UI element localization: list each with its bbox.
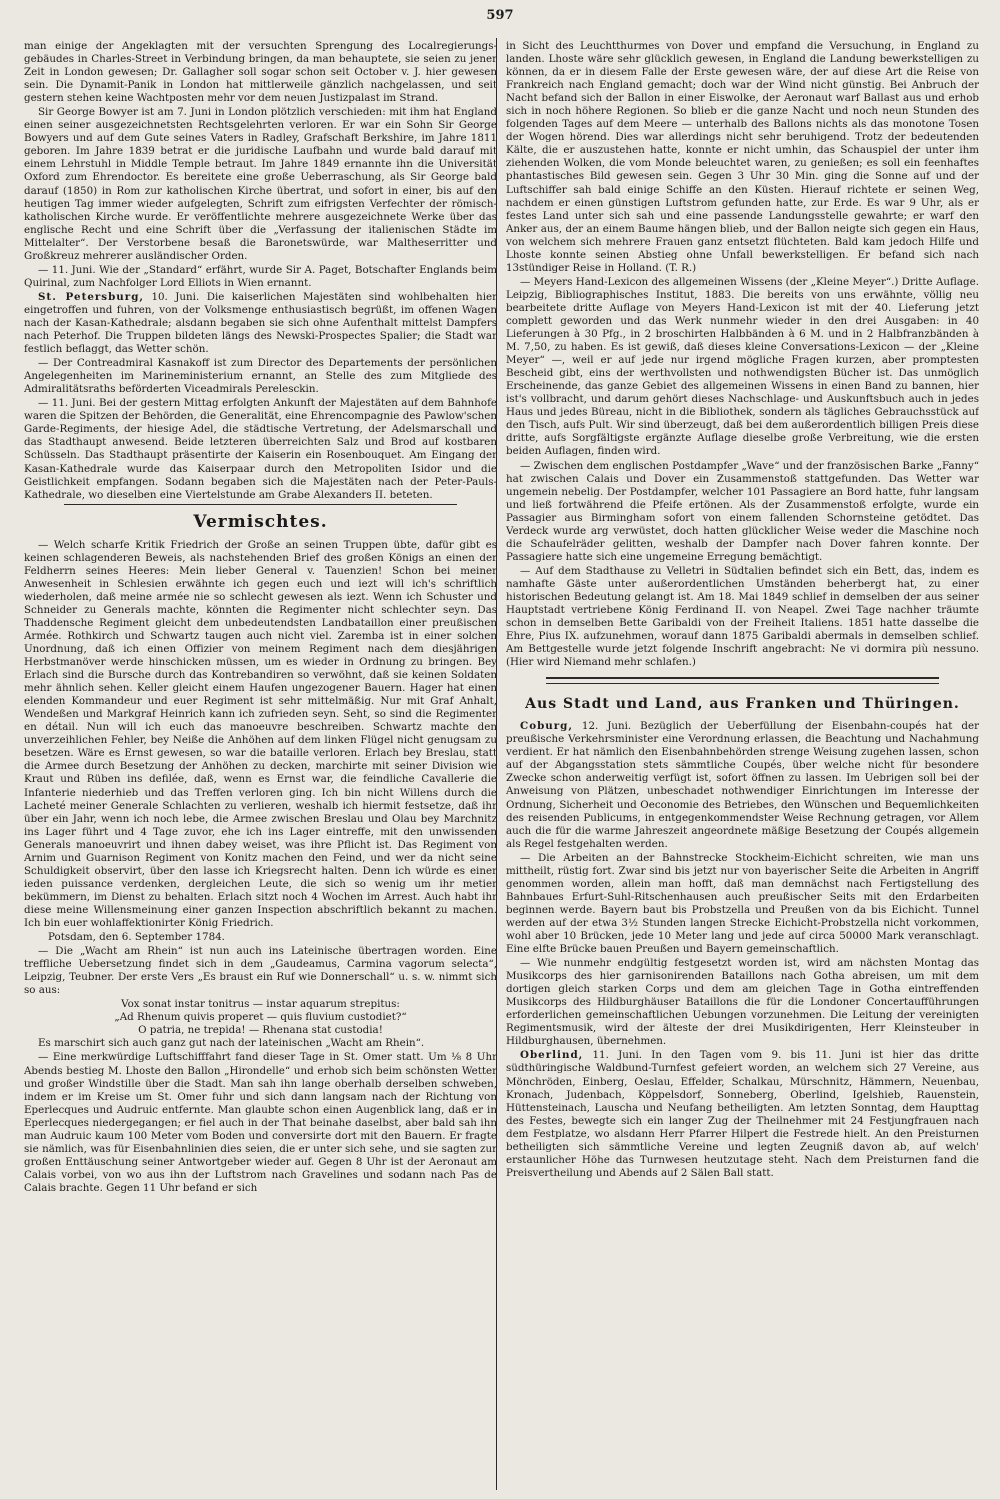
article-wacht-intro: — Die „Wacht am Rhein“ ist nun auch ins Lateinische übertragen worden. Eine treffliche Uebersetzung findet sich in dem „Gaudeamus, Carmina vagorum selecta“, Leipzig, Teubner. Der erste Vers „Es braust ein Ruf wie Donnerschall“ u. s. w. nimmt sich so aus: [24,945,497,997]
article-friedrich: — Welch scharfe Kritik Friedrich der Große an seinen Truppen übte, dafür gibt es keinen schlagenderen Beweis, als nachstehenden Brief des großen Königs an einen der Feldherrn seines Heeres: Mein lieber General v. Tauenzien! Schon bei meiner Anwesenheit in Schlesien erwähnte ich gegen euch und iezt will ich's schriftlich wiederholen, daß meine armée nie so schlecht gewesen als iezt. Wenn ich Schuster und Schneider zu Generals machte, könnten die Regimenter nicht schlechter seyn. Das Thaddensche Regiment gleicht dem unbedeutendsten Landbataillon einer preußischen Armée. Rothkirch und Schwartz taugen auch nicht viel. Zaremba ist in einer solchen Unordnung, daß ich einen Offizier von meinem Regiment nach dem diesjährigen Herbstmanöver werde hinschicken müssen, um es wieder in Ordnung zu bringen. Bey Erlach sind die Bursche durch das Kontrebandiren so verwöhnt, daß sie keinen Soldaten mehr ähnlich sehen. Keller gleicht einem Haufen ungezogener Bauern. Hager hat einen elenden Kommandeur und euer Regiment ist sehr mittelmäßig. Nur mit Graf Anhalt, Wendeßen und Markgraf Heinrich kann ich zufrieden seyn. Seht, so sind die Regimenter en détail. Nun will ich euch das manoeuvre beschreiben. Schwartz machte den unverzeihlichen Fehler, bey Neiße die Anhöhen auf dem linken Flügel nicht genugsam zu besetzen. Wäre es Ernst gewesen, so war die bataille verloren. Erlach bey Breslau, statt die Armee durch Besetzung der Anhöhen zu decken, marchirte mit seiner Division wie Kraut und Rüben ins defilée, daß, wenn es Ernst war, die feindliche Cavallerie die Infanterie niederhieb und das Treffen verloren ging. Ich bin nicht Willens durch die Lacheté meiner Generale Schlachten zu verlieren, weshalb ich hiermit festsetze, daß ihr über ein Jahr, wenn ich noch lebe, die Armee zwischen Breslau und Olau bey Marchnitz ins Lager führt und 4 Tage zuvor, ehe ich ins Lager eintreffe, mit den unwissenden Generals manoeuvrirt und ihnen dabey weiset, was ihre Pflicht ist. Das Regiment von Arnim und Guarnison Regiment von Konitz machen den Feind, und wer da nicht seine Schuldigkeit observirt, über den lasse ich Kriegsrecht halten. Denn ich würde es einer ieden puissance verdenken, dergleichen Leute, die sich so wenig um ihr metier bekümmern, im Dienst zu behalten. Erlach sitzt noch 4 Wochen im Arrest. Auch habt ihr diese meine Willensmeinung einer ganzen Inspection abschriftlich bekannt zu machen. Ich bin euer wohlaffektionirter König Friedrich. [24,538,497,929]
article-coburg [506,720,979,850]
right-column [506,40,979,1490]
article-kasnakoff: — Der Contreadmiral Kasnakoff ist zum Director des Departements der persönlichen Angelegenheiten im Marineministerium ernannt, an Stelle des zum Mitgliede des Admiralitätsraths beförderten Viceadmirals Perelesckin. [24,357,497,396]
dateline-place: Oberlind, [520,1049,584,1062]
article-luftschiff: — Eine merkwürdige Luftschifffahrt fand dieser Tage in St. Omer statt. Um ⅛ 8 Uhr Abends bestieg M. Lhoste den Ballon „Hirondelle“ und erhob sich beim schönsten Wetter und großer Windstille über die Stadt. Man sah ihn lange oberhalb derselben schweben, indem er im Kreise um St. Omer fuhr und sich dann langsam nach der Richtung von Eperlecques und Audruic entfernte. Man glaubte schon einen Augenblick lang, daß er in Eperlecques niedergegangen; er fiel auch in der That beinahe daselbst, aber bald sah ihn man Audruic kaum 100 Meter vom Boden und conversirte dort mit den Bauern. Er fragte sie nämlich, was für Eisenbahnlinien dies seien, die er unter sich sehe, und sie sagten zur großen Enttäuschung seiner Antwortgeber wieder auf. Gegen 8 Uhr ist der Aeronaut am Calais vorbei, von wo aus ihn der Luftstrom nach Gravelines und sodann nach Pas de Calais brachte. Gegen 11 Uhr befand er sich [24,1051,497,1194]
section-rule-thin [546,683,939,684]
dateline-text: 11. Juni. In den Tagen vom 9. bis 11. Juni ist hier das dritte südthüringische Waldbund-Turnfest gefeiert worden, an welchem sich 27 Vereine, aus Mönchröden, Einberg, Oeslau, Effelder, Schalkau, Mürschnitz, Hämmern, Neuenbau, Kronach, Judenbach, Köppelsdorf, Sonneberg, Oberlind, Igelshieb, Rauenstein, Hüttensteinach, Lauscha und Neufang betheiligten. Am letzten Sonntag, dem Haupttag des Festes, bewegte sich ein langer Zug der Theilnehmer mit 24 Festjungfrauen nach dem Festplatze, wo alsdann Herr Pfarrer Hilpert die Festrede hielt. An den Preisturnen betheiligten sich sämmtliche Vereine und legten Zeugniß davon ab, auf welch' erstaunlicher Höhe das Turnwesen heutzutage steht. Nach dem Preisturnen fand die Preisvertheilung und Abends auf 2 Sälen Ball statt. [506,1049,979,1179]
dateline-place: Coburg, [520,720,573,733]
dateline-text: 10. Juni. Die kaiserlichen Majestäten sind wohlbehalten hier eingetroffen und fuhren, von der Volksmenge enthusiastisch begrüßt, im offenen Wagen nach der Kasan-Kathedrale; alsdann begaben sie sich ohne Aufenthalt mittelst Dampfers nach Peterhof. Die Truppen bildeten längs des Newski-Prospectes Spalier; die Stadt war festlich beflaggt, das Wetter schön. [24,290,497,356]
article-velletri: — Auf dem Stadthause zu Velletri in Südtalien befindet sich ein Bett, das, indem es namhafte Gäste unter außerordentlichen Umständen beherbergt hat, zu einer historischen Bedeutung gelangt ist. Am 18. Mai 1849 schlief in demselben der aus seiner Hauptstadt vertriebene König Ferdinand II. von Neapel. Zwei Tage nachher träumte schon in demselben Bette Garibaldi von der Freiheit Italiens. 1851 hatte dasselbe die Ehre, Pius IX. aufzunehmen, worauf dann 1875 Garibaldi abermals in demselben schlief. Am Bettgestelle wurde jetzt folgende Inschrift angebracht: Ne vi dormira più nessuno. (Hier wird Niemand mehr schlafen.) [506,564,979,669]
article-paget: — 11. Juni. Wie der „Standard“ erfährt, wurde Sir A. Paget, Botschafter Englands beim Quirinal, zum Nachfolger Lord Elliots in Wien ernannt. [24,263,497,289]
latin-verse: Vox sonat instar tonitrus — instar aquarum strepitus: [121,998,400,1011]
page-number: 597 [486,8,514,23]
latin-verse: O patria, ne trepida! — Rhenana stat custodia! [138,1024,383,1037]
left-column [24,40,497,1490]
article-dynamite: man einige der Angeklagten mit der versuchten Sprengung des Localregierungs-gebäudes in Charles-Street in Verbindung bringen, da man behauptete, sie seien zu jener Zeit in London gewesen; Dr. Gallagher soll sogar schon seit October v. J. hier gewesen sein. Die Dynamit-Panik in London hat mittlerweile gänzlich nachgelassen, und seit gestern stehen keine Wachtposten mehr vor dem neuen Justizpalast im Strand. [24,40,497,105]
article-luftschiff-continued: in Sicht des Leuchtthurmes von Dover und empfand die Versuchung, in England zu landen. Lhoste wäre sehr glücklich gewesen, in England die Landung bewerkstelligen zu können, da er in diesem Falle der Erste gewesen wäre, der auf diese Art die Reise von Frankreich nach England gemacht; doch war der Wind nicht günstig. Bei Anbruch der Nacht befand sich der Ballon in einer Eiswolke, der Aeronaut warf Ballast aus und erhob sich in noch höhere Regionen. So blieb er die ganze Nacht und noch neun Stunden des folgenden Tages auf dem Meere — unterhalb des Ballons nichts als das monotone Tosen der Wogen hörend. Dies war allerdings nicht sehr beruhigend. Trotz der bedeutenden Kälte, die er auszustehen hatte, konnte er nicht umhin, das Schauspiel der unter ihm ziehenden Wolken, die vom Monde beleuchtet waren, zu genießen; es soll ein feenhaftes phantastisches Bild gewesen sein. Gegen 3 Uhr 30 Min. ging die Sonne auf und der Luftschiffer sah bald einige Schiffe an den Küsten. Hierauf richtete er seinen Weg, nachdem er einen günstigen Luftstrom gefunden hatte, zur Erde. Es war 9 Uhr, als er festes Land unter sich sah und eine passende Landungsstelle gewahrte; er warf den Anker aus, der an einem Baume hängen blieb, und der Ballon neigte sich gegen ein Haus, von welchem sich mehrere Frauen ganz entsetzt flüchteten. Bald kam jedoch Hilfe und Lhoste konnte seinen Abstieg ohne Unfall bewerkstelligen. Er befand sich nach 13stündiger Reise in Holland. (T. R.) [506,40,979,274]
section-heading-stadt-land: Aus Stadt und Land, aus Franken und Thüringen. [525,696,960,713]
dateline-place: St. Petersburg, [38,290,144,303]
section-rule [64,504,457,505]
article-bahnstrecke: — Die Arbeiten an der Bahnstrecke Stockheim-Eichicht schreiten, wie man uns mittheilt, rüstig fort. Zwar sind bis jetzt nur von bayerischer Seite die Arbeiten in Angriff genommen worden, allein man hofft, daß man demnächst nach Fertigstellung des Bahnbaues Erfurt-Suhl-Ritschenhausen auch preußischer Seits mit den Erdarbeiten beginnen werde. Bayern baut bis Probstzella und Preußen von da bis Eichicht. Tunnel werden auf der etwa 3½ Stunden langen Strecke Eichicht-Probstzella nicht vorkommen, wohl aber 10 Brücken, jede 10 Meter lang und jede auf circa 50000 Mark veranschlagt. Eine elfte Brücke bauen Preußen und Bayern gemeinschaftlich. [506,851,979,956]
letter-signature: Potsdam, den 6. September 1784. [48,931,225,944]
article-musikcorps: — Wie nunmehr endgültig festgesetzt worden ist, wird am nächsten Montag das Musikcorps des hier garnisonirenden Bataillons nach Gotha abreisen, um mit dem dortigen gleich starken Corps und dem am gleichen Tage in Gotha eintreffenden Musikcorps des Hildburghäuser Bataillons die für die Londoner Concertaufführungen erforderlichen gemeinschaftlichen Uebungen vorzunehmen. Die Leitung der vereinigten Regimentsmusik, wird der älteste der drei Musikdirigenten, Herr Kleinsteuber in Hildburghausen, übernehmen. [506,957,979,1048]
article-petersburg [24,291,497,356]
article-meyer: — Meyers Hand-Lexicon des allgemeinen Wissens (der „Kleine Meyer“.) Dritte Auflage. Leipzig, Bibliographisches Institut, 1883. Die bereits von uns erwähnte, völlig neu bearbeitete dritte Auflage von Meyers Hand-Lexicon ist mit der 40. Lieferung jetzt complett geworden und das Werk nunmehr wieder in den drei Ausgaben: in 40 Lieferungen à 30 Pfg., in 2 broschirten Halbbänden à 6 M. und in 2 Halbfranzbänden à M. 7,50, zu haben. Es ist gewiß, daß dieses kleine Conversations-Lexicon — der „Kleine Meyer“ —, weil er auf jede nur irgend mögliche Fragen kurzen, aber promptesten Bescheid gibt, eins der werthvollsten und nothwendigsten Bücher ist. Das unmöglich Erscheinende, das ganze Gebiet des allgemeinen Wissens in einen Band zu bannen, hier ist's vollbracht, und darum gehört dieses Nachschlage- und Auskunftsbuch auch in jedes Haus und jedes Büreau, nicht in die Bibliothek, sondern als tägliches Gebrauchsstück auf den Tisch, aufs Pult. Wir sind überzeugt, daß bei dem außerordentlich billigen Preis diese dritte, aufs Sorgfältigste ergänzte Auflage dieselbe große Verbreitung, wie die ersten beiden Auflagen, finden wird. [506,275,979,458]
article-bowyer: Sir George Bowyer ist am 7. Juni in London plötzlich verschieden: mit ihm hat England einen seiner ausgezeichnetsten Rechtsgelehrten verloren. Er war ein Sohn Sir George Bowyers und auf dem Gute seines Vaters in Radley, Grafschaft Berkshire, im Jahre 1811 geboren. Im Jahre 1839 betrat er die juridische Laufbahn und wurde bald darauf mit einem Lehrstuhl in Middle Temple betraut. Im Jahre 1849 ernannte ihn die Universität Oxford zum Ehrendoctor. Es bereitete eine große Ueberraschung, als Sir George bald darauf (1850) in Rom zur katholischen Kirche übertrat, und sofort in einer, bis auf den heutigen Tag immer wieder aufgelegten, Schrift zum eifrigsten Verfechter der römisch-katholischen Kirche wurde. Er veröffentlichte mehrere ausgezeichnete Werke über das englische Recht und eine Schrift über die „Verfassung der italienischen Städte im Mittelalter“. Der Verstorbene besaß die Baronetswürde, war Maltheserritter und Großkreuz mehrerer ausländischer Orden. [24,106,497,262]
section-rule [546,677,939,679]
dateline-text: 12. Juni. Bezüglich der Ueberfüllung der Eisenbahn-coupés hat der preußische Verkehrsminister eine Verordnung erlassen, die Beachtung und Nachahmung verdient. Er hat nämlich den Eisenbahnbehörden strenge Weisung zugehen lassen, schon auf der Abgangsstation stets sämmtliche Coupés, über welche nicht für besondere Zwecke schon anderweitig verfügt ist, sofort öffnen zu lassen. Im Uebrigen soll bei der Anweisung von Plätzen, unbeschadet nothwendiger Einrichtungen im Interesse der Ordnung, Sicherheit und Oeconomie des Betriebes, den Wünschen und Bequemlichkeiten des reisenden Publicums, in entgegenkommendster Weise Rechnung getragen, vor Allem auch die für die warme Jahreszeit angeordnete mäßige Besetzung der Coupés allgemein als Regel festgehalten werden. [506,720,979,850]
article-arrival: — 11. Juni. Bei der gestern Mittag erfolgten Ankunft der Majestäten auf dem Bahnhofe waren die Spitzen der Behörden, die Generalität, eine Ehrencompagnie des Pawlow'schen Garde-Regiments, der hiesige Adel, die städtische Vertretung, der Adelsmarschall und das Stadthaupt anwesend. Beide letzteren überreichten Salz und Brod auf kostbaren Schüsseln. Das Stadthaupt präsentirte der Kaiserin ein Rosenbouquet. Am Eingang der Kasan-Kathedrale wurde das Kaiserpaar durch den Metropoliten Isidor und die Geistlichkeit empfangen. Sodann begaben sich die Majestäten nach der Peter-Pauls-Kathedrale, wo dieselben eine Viertelstunde am Grabe Alexanders II. beteten. [24,397,497,501]
latin-verse: „Ad Rhenum quivis properet — quis fluvium custodiet?“ [114,1011,407,1024]
article-oberlind [506,1049,979,1179]
article-collision: — Zwischen dem englischen Postdampfer „Wave“ und der französischen Barke „Fanny“ hat zwischen Calais und Dover ein Zusammenstoß stattgefunden. Das Wetter war ungemein nebelig. Der Postdampfer, welcher 101 Passagiere an Bord hatte, fuhr langsam und ließ fortwährend die Pfeife ertönen. Als der Zusammenstoß erfolgte, wurde ein Passagier aus Birmingham sofort von einem fallenden Schornsteine getödtet. Das Verdeck wurde arg verwüstet, doch hatten glücklicher Weise weder die Maschine noch die Schaufelräder gelitten, weshalb der Dampfer nach Dover fahren konnte. Der Passagiere hatte sich eine ungemeine Erregung bemächtigt. [506,459,979,563]
section-heading-vermischtes: Vermischtes. [193,511,328,532]
article-wacht-outro: Es marschirt sich auch ganz gut nach der lateinischen „Wacht am Rhein“. [38,1037,425,1050]
